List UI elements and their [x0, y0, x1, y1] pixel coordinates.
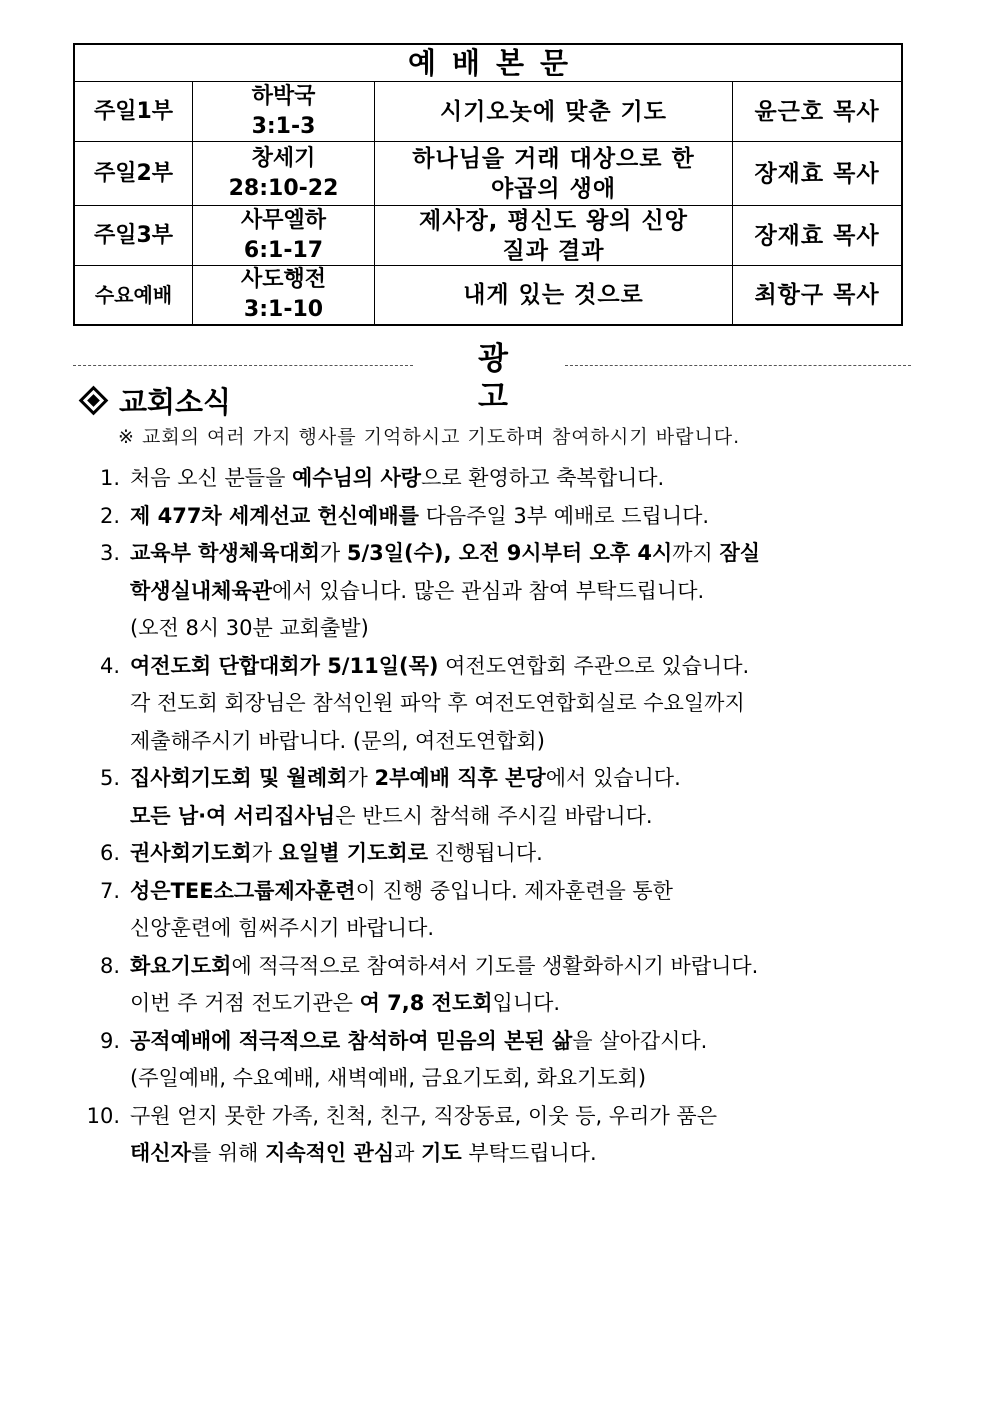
emphasis-text: 화요기도회 [130, 953, 232, 978]
announcements-title: 광고 [478, 341, 544, 415]
sermon-title-line: 제사장, 평신도 왕의 신앙 [419, 207, 688, 234]
service-table-title: 예배본문 [75, 45, 901, 82]
church-news-title: 교회소식 [119, 384, 232, 419]
announcement-line [130, 498, 709, 536]
plain-text: 에서 있습니다. 많은 관심과 참여 부탁드립니다. [272, 578, 705, 603]
announcement-line [130, 610, 760, 648]
announcement-item [70, 460, 930, 498]
scripture-line: 3:1-3 [251, 113, 316, 139]
sermon-title [375, 82, 733, 141]
dashed-divider-right [565, 365, 911, 366]
service-row [75, 142, 901, 206]
announcement-number: 6. [99, 841, 120, 865]
announcement-body [120, 835, 543, 873]
announcement-item [70, 948, 930, 1023]
service-pastor: 장재효 목사 [754, 160, 880, 187]
emphasis-text: 공적예배에 적극적으로 참석하여 믿음의 본된 삶 [130, 1028, 573, 1053]
announcement-item [70, 1098, 930, 1173]
announcement-body [120, 948, 758, 1023]
scripture-line: 28:10-22 [228, 175, 339, 201]
plain-text: 진행됩니다. [428, 841, 543, 865]
emphasis-text: 기도 [421, 1141, 462, 1165]
announcement-item [70, 498, 930, 536]
announcement-item [70, 873, 930, 948]
service-pastor: 윤근호 목사 [754, 98, 880, 125]
service-row [75, 82, 901, 142]
announcement-line [130, 798, 681, 836]
announcement-body [120, 460, 664, 498]
plain-text: 처음 오신 분들을 [130, 466, 293, 490]
announcement-body [120, 1023, 707, 1098]
sermon-title [375, 206, 733, 265]
service-name: 수요예배 [75, 266, 193, 324]
church-news-note: ※ 교회의 여러 가지 행사를 기억하시고 기도하며 참여하시기 바랍니다. [118, 426, 741, 448]
sermon-title-line: 시기오놋에 맞춘 기도 [440, 98, 667, 125]
plain-text: 구원 얻지 못한 가족, 친척, 친구, 직장동료, 이웃 등, 우리가 품은 [130, 1103, 717, 1128]
announcement-body [120, 648, 749, 761]
plain-text: 에서 있습니다. [545, 766, 681, 790]
emphasis-text: 5/3일(수), 오전 9시부터 오후 4시 [346, 541, 673, 565]
announcement-line [130, 685, 749, 723]
service-name: 주일1부 [75, 82, 193, 141]
emphasis-text: 태신자 [130, 1141, 191, 1165]
plain-text: 은 반드시 참석해 주시길 바랍니다. [335, 803, 653, 828]
plain-text: 입니다. [492, 991, 561, 1015]
sermon-title-line: 하나님을 거래 대상으로 한 [412, 145, 695, 172]
announcement-number: 3. [99, 541, 120, 565]
announcement-line [130, 873, 673, 911]
emphasis-text: 교육부 학생체육대회 [130, 541, 320, 565]
announcement-line [130, 1135, 717, 1173]
service-table [73, 43, 903, 326]
scripture-line: 3:1-10 [243, 297, 324, 322]
announcement-number: 4. [99, 653, 120, 678]
church-news-heading [78, 382, 231, 418]
announcement-number: 10. [86, 1103, 120, 1128]
announcement-item [70, 835, 930, 873]
announcement-line [130, 573, 760, 611]
scripture-line: 사무엘하 [240, 207, 326, 233]
diamond-bullet-icon [79, 385, 109, 415]
plain-text: 를 위해 [190, 1141, 266, 1165]
scripture-line: 사도행전 [240, 267, 326, 292]
plain-text: 가 [319, 541, 347, 565]
service-scripture [193, 142, 375, 205]
service-row [75, 206, 901, 266]
announcement-number: 1. [99, 466, 120, 490]
emphasis-text: 예수님의 사랑 [292, 466, 422, 490]
sermon-title-line: 질과 결과 [502, 237, 605, 264]
announcement-body [120, 1098, 717, 1173]
announcement-list [70, 460, 930, 1173]
service-pastor: 최항구 목사 [754, 282, 880, 308]
scripture-line: 창세기 [251, 145, 316, 171]
announcement-body [120, 873, 673, 948]
emphasis-text: 요일별 기도회로 [278, 841, 428, 865]
sermon-title [375, 142, 733, 205]
announcement-line [130, 1098, 717, 1136]
service-pastor: 장재효 목사 [754, 222, 880, 249]
announcement-line [130, 1060, 707, 1098]
announcement-number: 8. [99, 953, 120, 978]
plain-text: 부탁드립니다. [461, 1141, 597, 1165]
announcement-body [120, 535, 760, 648]
announcement-line [130, 948, 758, 986]
plain-text: 여전도연합회 주관으로 있습니다. [438, 653, 750, 678]
plain-text: 신앙훈련에 힘써주시기 바랍니다. [130, 916, 435, 940]
emphasis-text: 모든 남·여 서리집사님 [130, 803, 336, 828]
plain-text: 이번 주 거점 전도기관은 [130, 991, 360, 1015]
plain-text: 가 [251, 841, 279, 865]
announcement-line [130, 460, 664, 498]
plain-text: 에 적극적으로 참여하셔서 기도를 생활화하시기 바랍니다. [231, 953, 759, 978]
plain-text: 다음주일 3부 예배로 드립니다. [418, 503, 710, 528]
announcement-line [130, 760, 681, 798]
emphasis-text: 집사회기도회 및 월례회 [130, 766, 348, 790]
announcement-item [70, 535, 930, 648]
plain-text: (주일예배, 수요예배, 새벽예배, 금요기도회, 화요기도회) [130, 1066, 647, 1090]
plain-text: 각 전도회 회장님은 참석인원 파악 후 여전도연합회실로 수요일까지 [130, 691, 745, 715]
announcement-item [70, 648, 930, 761]
plain-text: 과 [394, 1141, 422, 1165]
plain-text: 제출해주시기 바랍니다. (문의, 여전도연합회) [130, 728, 545, 753]
plain-text: 으로 환영하고 축복합니다. [421, 466, 665, 490]
announcement-number: 9. [99, 1028, 120, 1053]
announcement-number: 5. [99, 766, 120, 790]
scripture-line: 6:1-17 [243, 237, 324, 263]
sermon-title-line: 야곱의 생애 [490, 175, 617, 202]
emphasis-text: 잠실 [719, 541, 761, 565]
emphasis-text: 제 477차 세계선교 헌신예배를 [130, 503, 419, 528]
service-name: 주일2부 [75, 142, 193, 205]
announcement-number: 7. [99, 878, 120, 903]
announcement-number: 2. [99, 503, 120, 528]
plain-text: 을 살아갑시다. [572, 1028, 708, 1053]
emphasis-text: 성은TEE소그룹제자훈련 [130, 878, 356, 903]
emphasis-text: 여전도회 단합대회가 5/11일(목) [130, 653, 439, 678]
emphasis-text: 여 7,8 전도회 [359, 991, 493, 1015]
announcement-body [120, 498, 709, 536]
service-name: 주일3부 [75, 206, 193, 265]
sermon-title-line: 내게 있는 것으로 [463, 282, 644, 308]
emphasis-text: 2부예배 직후 본당 [374, 766, 546, 790]
service-scripture [193, 206, 375, 265]
announcement-line [130, 985, 758, 1023]
announcement-item [70, 760, 930, 835]
announcement-line [130, 648, 749, 686]
emphasis-text: 지속적인 관심 [265, 1141, 395, 1165]
emphasis-text: 권사회기도회 [130, 841, 252, 865]
announcement-line [130, 910, 673, 948]
service-rows [75, 82, 901, 324]
emphasis-text: 학생실내체육관 [130, 578, 273, 603]
announcement-line [130, 535, 760, 573]
plain-text: (오전 8시 30분 교회출발) [130, 616, 369, 640]
plain-text: 까지 [672, 541, 720, 565]
service-scripture [193, 82, 375, 141]
announcement-line [130, 1023, 707, 1061]
plain-text: 이 진행 중입니다. 제자훈련을 통한 [355, 878, 673, 903]
scripture-line: 하박국 [251, 83, 316, 109]
plain-text: 가 [347, 766, 375, 790]
announcement-line [130, 723, 749, 761]
sermon-title [375, 266, 733, 324]
announcement-line [130, 835, 543, 873]
service-scripture [193, 266, 375, 324]
announcement-body [120, 760, 681, 835]
announcement-item [70, 1023, 930, 1098]
dashed-divider-left [73, 365, 413, 366]
service-row [75, 266, 901, 324]
